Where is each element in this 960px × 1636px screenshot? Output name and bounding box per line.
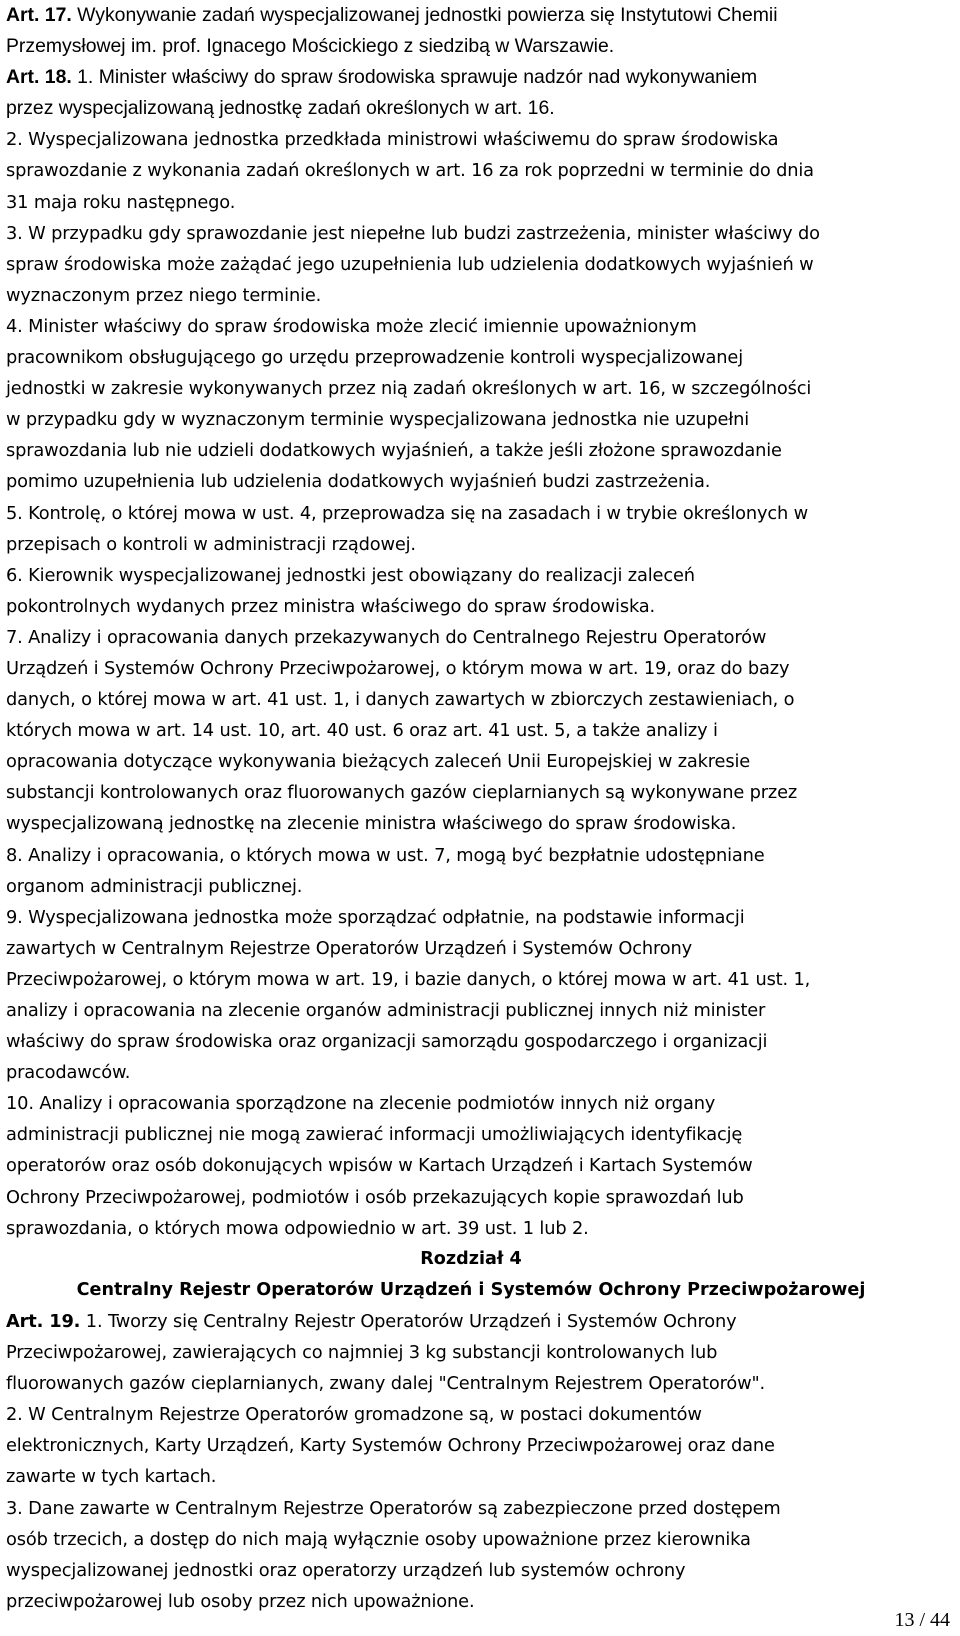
text-line bbox=[6, 404, 936, 435]
line-text: organom administracji publicznej. bbox=[6, 875, 303, 897]
line-text: 7. Analizy i opracowania danych przekazywanych do Centralnego Rejestru Operatorów bbox=[6, 626, 767, 648]
text-line bbox=[6, 1461, 936, 1492]
text-line bbox=[6, 1399, 936, 1430]
chapter-subtitle: Centralny Rejestr Operatorów Urządzeń i Systemów Ochrony Przeciwpożarowej bbox=[76, 1279, 866, 1300]
line-text: sprawozdanie z wykonania zadań określonych w art. 16 za rok poprzedni w terminie do dnia bbox=[6, 160, 814, 182]
line-text: wyspecjalizowaną jednostkę na zlecenie ministra właściwego do spraw środowiska. bbox=[6, 813, 737, 835]
text-line bbox=[6, 808, 936, 839]
line-text: Urządzeń i Systemów Ochrony Przeciwpożarowej, o którym mowa w art. 19, oraz do bazy bbox=[6, 657, 790, 679]
article-label: Art. 18. bbox=[6, 66, 72, 89]
line-text: opracowania dotyczące wykonywania bieżących zaleceń Unii Europejskiej w zakresie bbox=[6, 751, 751, 773]
text-line bbox=[6, 529, 936, 560]
line-text: przeciwpożarowej lub osoby przez nich upoważnione. bbox=[6, 1590, 475, 1612]
text-line bbox=[6, 777, 936, 808]
line-text: Ochrony Przeciwpożarowej, podmiotów i osób przekazujących kopie sprawozdań lub bbox=[6, 1186, 744, 1208]
text-line bbox=[6, 62, 936, 93]
text-line bbox=[6, 466, 936, 497]
line-text: sprawozdania lub nie udzieli dodatkowych wyjaśnień, a także jeśli złożone sprawozdanie bbox=[6, 440, 782, 462]
line-text: 5. Kontrolę, o której mowa w ust. 4, przeprowadza się na zasadach i w trybie określonych w bbox=[6, 502, 809, 524]
text-line bbox=[6, 280, 936, 311]
article-label: Art. 17. bbox=[6, 4, 72, 26]
line-text: 4. Minister właściwy do spraw środowiska może zlecić imiennie upoważnionym bbox=[6, 315, 697, 337]
line-text: 6. Kierownik wyspecjalizowanej jednostki jest obowiązany do realizacji zaleceń bbox=[6, 564, 695, 586]
text-line bbox=[6, 218, 936, 249]
text-line bbox=[6, 187, 936, 218]
line-text: przez wyspecjalizowaną jednostkę zadań określonych w art. 16. bbox=[6, 97, 555, 120]
document-page bbox=[6, 0, 936, 1617]
text-line bbox=[6, 498, 936, 529]
line-text: przepisach o kontroli w administracji rządowej. bbox=[6, 533, 416, 555]
text-line bbox=[6, 1182, 936, 1213]
text-line bbox=[6, 1119, 936, 1150]
text-line bbox=[6, 311, 936, 342]
line-text: Przeciwpożarowej, zawierających co najmniej 3 kg substancji kontrolowanych lub bbox=[6, 1342, 718, 1364]
line-text: analizy i opracowania na zlecenie organów administracji publicznej innych niż minister bbox=[6, 1000, 766, 1021]
line-text: Przemysłowej im. prof. Ignacego Mościckiego z siedzibą w Warszawie. bbox=[6, 35, 615, 58]
text-line bbox=[6, 124, 936, 155]
document-body-continued bbox=[6, 1306, 936, 1617]
text-line bbox=[6, 933, 936, 964]
text-line bbox=[6, 0, 936, 31]
line-text: 31 maja roku następnego. bbox=[6, 191, 236, 213]
text-line bbox=[6, 591, 936, 622]
line-text: pokontrolnych wydanych przez ministra właściwego do spraw środowiska. bbox=[6, 595, 656, 617]
text-line bbox=[6, 155, 936, 186]
text-line bbox=[6, 1524, 936, 1555]
text-line bbox=[6, 1026, 936, 1057]
text-line bbox=[6, 373, 936, 404]
text-line bbox=[6, 995, 936, 1026]
text-line bbox=[6, 684, 936, 715]
line-text: 3. Dane zawarte w Centralnym Rejestrze Operatorów są zabezpieczone przed dostępem bbox=[6, 1497, 781, 1519]
line-text: wyznaczonym przez niego terminie. bbox=[6, 284, 322, 306]
line-text: pomimo uzupełnienia lub udzielenia dodatkowych wyjaśnień budzi zastrzeżenia. bbox=[6, 471, 711, 493]
text-line bbox=[6, 1337, 936, 1368]
line-text: 10. Analizy i opracowania sporządzone na zlecenie podmiotów innych niż organy bbox=[6, 1093, 716, 1115]
text-line bbox=[6, 622, 936, 653]
line-text: administracji publicznej nie mogą zawierać informacji umożliwiających identyfikację bbox=[6, 1124, 743, 1146]
text-line bbox=[6, 1586, 936, 1617]
line-text: pracodawców. bbox=[6, 1062, 131, 1084]
line-text: których mowa w art. 14 ust. 10, art. 40 ust. 6 oraz art. 41 ust. 5, a także analizy i bbox=[6, 720, 718, 742]
text-line bbox=[6, 1368, 936, 1399]
line-text: zawartych w Centralnym Rejestrze Operatorów Urządzeń i Systemów Ochrony bbox=[6, 937, 692, 959]
line-text: 8. Analizy i opracowania, o których mowa w ust. 7, mogą być bezpłatnie udostępniane bbox=[6, 844, 765, 866]
text-line bbox=[6, 31, 936, 62]
page-number: 13 / 44 bbox=[894, 1609, 950, 1631]
text-line bbox=[6, 746, 936, 777]
line-text: właściwy do spraw środowiska oraz organizacji samorządu gospodarczego i organizacji bbox=[6, 1031, 768, 1053]
line-text: spraw środowiska może zażądać jego uzupełnienia lub udzielenia dodatkowych wyjaśnień w bbox=[6, 253, 814, 275]
text-line bbox=[6, 1088, 936, 1119]
line-text: elektronicznych, Karty Urządzeń, Karty Systemów Ochrony Przeciwpożarowej oraz dane bbox=[6, 1435, 775, 1457]
line-text: jednostki w zakresie wykonywanych przez nią zadań określonych w art. 16, w szczególności bbox=[6, 378, 812, 400]
text-line bbox=[6, 1493, 936, 1524]
text-line bbox=[6, 1213, 936, 1244]
line-text: 3. W przypadku gdy sprawozdanie jest niepełne lub budzi zastrzeżenia, minister właściwy do bbox=[6, 222, 820, 244]
article-label: Art. 19. bbox=[6, 1310, 81, 1332]
line-text: zawarte w tych kartach. bbox=[6, 1466, 217, 1488]
document-body bbox=[6, 0, 936, 1244]
line-text: Przeciwpożarowej, o którym mowa w art. 19, i bazie danych, o której mowa w art. 41 ust. 1, bbox=[6, 968, 811, 990]
line-text: 2. Wyspecjalizowana jednostka przedkłada ministrowi właściwemu do spraw środowiska bbox=[6, 129, 779, 151]
line-text: substancji kontrolowanych oraz fluorowanych gazów cieplarnianych są wykonywane przez bbox=[6, 782, 798, 804]
line-text: w przypadku gdy w wyznaczonym terminie wyspecjalizowana jednostka nie uzupełni bbox=[6, 409, 750, 431]
line-text: Wykonywanie zadań wyspecjalizowanej jednostki powierza się Instytutowi Chemii bbox=[71, 4, 778, 26]
line-text: 1. Tworzy się Centralny Rejestr Operatorów Urządzeń i Systemów Ochrony bbox=[80, 1310, 737, 1332]
text-line bbox=[6, 964, 936, 995]
text-line bbox=[6, 1555, 936, 1586]
text-line bbox=[6, 1057, 936, 1088]
text-line bbox=[6, 435, 936, 466]
line-text: sprawozdania, o których mowa odpowiednio w art. 39 ust. 1 lub 2. bbox=[6, 1217, 589, 1239]
line-text: pracownikom obsługującego go urzędu przeprowadzenie kontroli wyspecjalizowanej bbox=[6, 347, 743, 369]
text-line bbox=[6, 1150, 936, 1181]
text-line bbox=[6, 1430, 936, 1461]
text-line bbox=[6, 93, 936, 124]
line-text: 2. W Centralnym Rejestrze Operatorów gromadzone są, w postaci dokumentów bbox=[6, 1404, 702, 1426]
line-text: osób trzecich, a dostęp do nich mają wyłącznie osoby upoważnione przez kierownika bbox=[6, 1528, 751, 1550]
line-text: danych, o której mowa w art. 41 ust. 1, i danych zawartych w zbiorczych zestawieniach, o bbox=[6, 689, 795, 711]
text-line bbox=[6, 715, 936, 746]
text-line bbox=[6, 871, 936, 902]
chapter-title: Rozdział 4 bbox=[420, 1248, 522, 1269]
line-text: 1. Minister właściwy do spraw środowiska sprawuje nadzór nad wykonywaniem bbox=[71, 66, 758, 89]
line-text: 9. Wyspecjalizowana jednostka może sporządzać odpłatnie, na podstawie informacji bbox=[6, 906, 745, 928]
text-line bbox=[6, 342, 936, 373]
text-line bbox=[6, 902, 936, 933]
text-line bbox=[6, 1306, 936, 1337]
text-line bbox=[6, 560, 936, 591]
line-text: fluorowanych gazów cieplarnianych, zwany dalej "Centralnym Rejestrem Operatorów". bbox=[6, 1373, 765, 1395]
line-text: operatorów oraz osób dokonujących wpisów w Kartach Urządzeń i Kartach Systemów bbox=[6, 1155, 753, 1177]
text-line bbox=[6, 840, 936, 871]
text-line bbox=[6, 653, 936, 684]
line-text: wyspecjalizowanej jednostki oraz operatorzy urządzeń lub systemów ochrony bbox=[6, 1559, 686, 1581]
text-line bbox=[6, 249, 936, 280]
